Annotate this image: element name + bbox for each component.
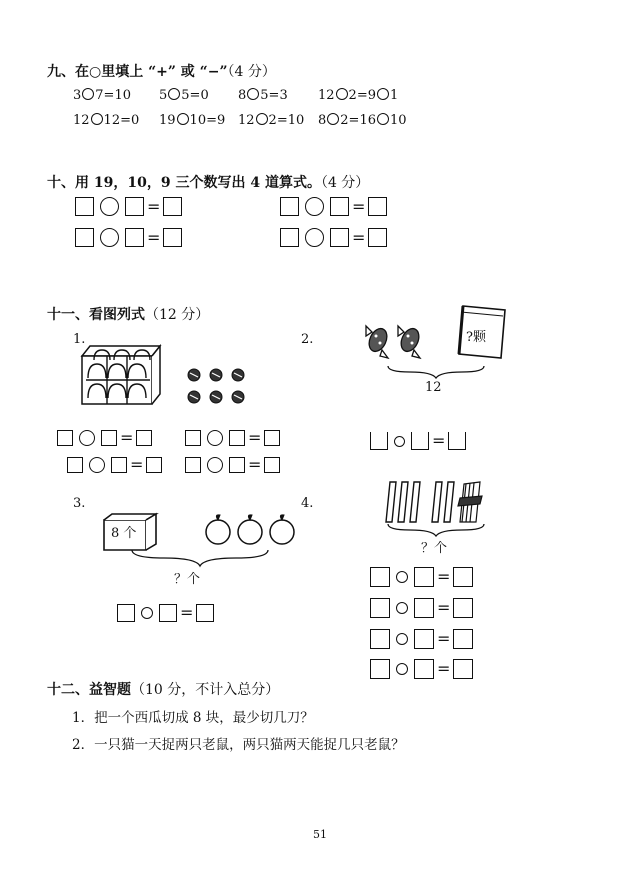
- answer-box[interactable]: [370, 598, 390, 618]
- item-4-number: 4.: [301, 496, 314, 511]
- item-3-number: 3.: [73, 496, 86, 511]
- answer-box[interactable]: [414, 629, 434, 649]
- question-label-3: ？个: [174, 572, 201, 587]
- exercise-term: 2=10: [268, 113, 305, 128]
- operator-circle[interactable]: [327, 113, 339, 125]
- fill-exercise: [318, 113, 407, 128]
- operator-circle[interactable]: [396, 663, 408, 675]
- question-label-4: ？个: [421, 541, 448, 556]
- operator-circle[interactable]: [207, 457, 223, 473]
- answer-box[interactable]: [411, 432, 429, 450]
- exercise-term: 5=3: [260, 88, 288, 103]
- exercise-term: 12=0: [103, 113, 140, 128]
- answer-box[interactable]: [448, 432, 466, 450]
- fill-exercise: [73, 113, 139, 128]
- operator-circle[interactable]: [89, 457, 105, 473]
- item-1-number: 1.: [73, 332, 86, 347]
- equals-sign: =: [130, 455, 144, 474]
- exercise-term: 2=16: [340, 113, 376, 128]
- operator-circle[interactable]: [305, 197, 324, 216]
- exercise-term: 8: [318, 113, 327, 128]
- equals-sign: =: [147, 196, 161, 216]
- operator-circle[interactable]: [82, 88, 94, 100]
- operator-circle[interactable]: [394, 436, 405, 447]
- operator-circle[interactable]: [396, 571, 408, 583]
- s10-eq1: [75, 197, 182, 216]
- operator-circle[interactable]: [100, 197, 119, 216]
- answer-box[interactable]: [453, 598, 473, 618]
- operator-circle[interactable]: [396, 633, 408, 645]
- section-10-title: [47, 172, 369, 192]
- operator-circle[interactable]: [336, 88, 348, 100]
- answer-box[interactable]: [101, 430, 117, 446]
- item-2-number: 2.: [301, 332, 314, 347]
- fill-exercise: [238, 113, 304, 128]
- equals-sign: =: [180, 603, 194, 622]
- operator-circle[interactable]: [141, 607, 153, 619]
- operator-circle[interactable]: [100, 228, 119, 247]
- exercise-term: 10=9: [189, 113, 226, 128]
- item3-eq: [117, 604, 214, 622]
- answer-box[interactable]: [163, 197, 182, 216]
- answer-box[interactable]: [57, 430, 73, 446]
- fill-exercise: [73, 88, 131, 103]
- answer-box[interactable]: [368, 228, 387, 247]
- operator-circle[interactable]: [256, 113, 268, 125]
- equals-sign: =: [248, 455, 262, 474]
- box-label: 8 个: [111, 526, 137, 541]
- section-11-title: [47, 304, 209, 324]
- answer-box[interactable]: [414, 598, 434, 618]
- item4-eq3: [370, 629, 473, 649]
- answer-box[interactable]: [368, 197, 387, 216]
- answer-box[interactable]: [229, 457, 245, 473]
- answer-box[interactable]: [280, 197, 299, 216]
- equals-sign: =: [437, 567, 451, 586]
- exercise-term: 19: [159, 113, 176, 128]
- fill-exercise: [159, 113, 225, 128]
- sum-brace-icon: [386, 522, 486, 538]
- item1-eq2: [185, 430, 280, 446]
- item2-eq: [370, 432, 466, 450]
- total-label: 12: [425, 380, 442, 395]
- answer-box[interactable]: [185, 457, 201, 473]
- answer-box[interactable]: [125, 197, 144, 216]
- item4-eq4: [370, 659, 473, 679]
- answer-box[interactable]: [330, 228, 349, 247]
- section-11-score: （12 分）: [145, 307, 210, 323]
- fill-exercise: [238, 88, 288, 103]
- answer-box[interactable]: [453, 629, 473, 649]
- section-12-score: （10 分，不计入总分）: [131, 682, 280, 698]
- answer-box[interactable]: [370, 629, 390, 649]
- equals-sign: =: [437, 629, 451, 648]
- exercise-term: 2=9: [348, 88, 376, 103]
- answer-box[interactable]: [280, 228, 299, 247]
- section-10-score: （4 分）: [320, 175, 370, 191]
- bag-label: ?颗: [466, 330, 486, 345]
- page-number: 51: [313, 828, 327, 841]
- section-9-title: [47, 61, 276, 81]
- answer-box[interactable]: [264, 457, 280, 473]
- answer-box[interactable]: [111, 457, 127, 473]
- answer-box[interactable]: [136, 430, 152, 446]
- equals-sign: =: [432, 431, 446, 450]
- item1-eq1: [57, 430, 152, 446]
- balls-icon: [184, 364, 248, 410]
- operator-circle[interactable]: [247, 88, 259, 100]
- answer-box[interactable]: [264, 430, 280, 446]
- fill-exercise: [159, 88, 209, 103]
- s10-eq4: [280, 228, 387, 247]
- equals-sign: =: [248, 428, 262, 447]
- exercise-term: 5=0: [181, 88, 209, 103]
- exercise-term: 12: [318, 88, 335, 103]
- operator-circle[interactable]: [377, 88, 389, 100]
- s10-eq2: [280, 197, 387, 216]
- answer-box[interactable]: [370, 659, 390, 679]
- puzzle-question-1: 1．把一个西瓜切成 8 块，最少切几刀？: [72, 710, 314, 726]
- answer-box[interactable]: [370, 567, 390, 587]
- exercise-term: 1: [389, 88, 399, 103]
- operator-circle[interactable]: [377, 113, 389, 125]
- answer-box[interactable]: [67, 457, 83, 473]
- operator-circle[interactable]: [168, 88, 180, 100]
- answer-box[interactable]: [229, 430, 245, 446]
- sticks-icon: [380, 478, 490, 524]
- operator-circle[interactable]: [305, 228, 324, 247]
- answer-box[interactable]: [414, 567, 434, 587]
- operator-circle[interactable]: [177, 113, 189, 125]
- answer-box[interactable]: [75, 228, 94, 247]
- answer-box[interactable]: [75, 197, 94, 216]
- item4-eq2: [370, 598, 473, 618]
- answer-box[interactable]: [453, 567, 473, 587]
- section-11-title-text: 十一、看图列式: [47, 307, 145, 323]
- exercise-term: 3: [73, 88, 82, 103]
- equals-sign: =: [437, 659, 451, 678]
- equals-sign: =: [352, 196, 366, 216]
- answer-box[interactable]: [125, 228, 144, 247]
- answer-box[interactable]: [159, 604, 177, 622]
- equals-sign: =: [147, 227, 161, 247]
- section-12-title-text: 十二、益智题: [47, 682, 131, 698]
- exercise-term: 12: [238, 113, 255, 128]
- exercise-term: 7=10: [95, 88, 131, 103]
- operator-circle[interactable]: [91, 113, 103, 125]
- item1-eq3: [67, 457, 162, 473]
- item4-eq1: [370, 567, 473, 587]
- answer-box[interactable]: [146, 457, 162, 473]
- equals-sign: =: [120, 428, 134, 447]
- operator-circle[interactable]: [79, 430, 95, 446]
- equals-sign: =: [437, 598, 451, 617]
- answer-box[interactable]: [196, 604, 214, 622]
- answer-box[interactable]: [163, 228, 182, 247]
- sum-brace-icon: [386, 364, 486, 380]
- puzzle-question-2: 2．一只猫一天捉两只老鼠，两只猫两天能捉几只老鼠？: [72, 737, 405, 753]
- section-12-title: [47, 679, 279, 699]
- answer-box[interactable]: [330, 197, 349, 216]
- exercise-term: 5: [159, 88, 168, 103]
- equals-sign: =: [352, 227, 366, 247]
- answer-box[interactable]: [370, 432, 388, 450]
- fill-exercise: [318, 88, 398, 103]
- operator-circle[interactable]: [396, 602, 408, 614]
- candy-icon: [360, 318, 430, 362]
- answer-box[interactable]: [453, 659, 473, 679]
- section-9-score: （4 分）: [227, 64, 276, 80]
- operator-circle[interactable]: [207, 430, 223, 446]
- exercise-term: 10: [390, 113, 407, 128]
- answer-box[interactable]: [185, 430, 201, 446]
- section-9-title-text: 九、在○里填上 “+” 或 “−”: [47, 64, 228, 80]
- sum-brace-icon: [130, 548, 270, 568]
- apples-icon: [202, 512, 298, 546]
- answer-box[interactable]: [117, 604, 135, 622]
- egg-carton-icon: [80, 342, 162, 408]
- section-10-title-text: 十、用 19，10，9 三个数写出 4 道算式。: [47, 175, 321, 191]
- s10-eq3: [75, 228, 182, 247]
- exercise-term: 12: [73, 113, 90, 128]
- answer-box[interactable]: [414, 659, 434, 679]
- exercise-term: 8: [238, 88, 247, 103]
- item1-eq4: [185, 457, 280, 473]
